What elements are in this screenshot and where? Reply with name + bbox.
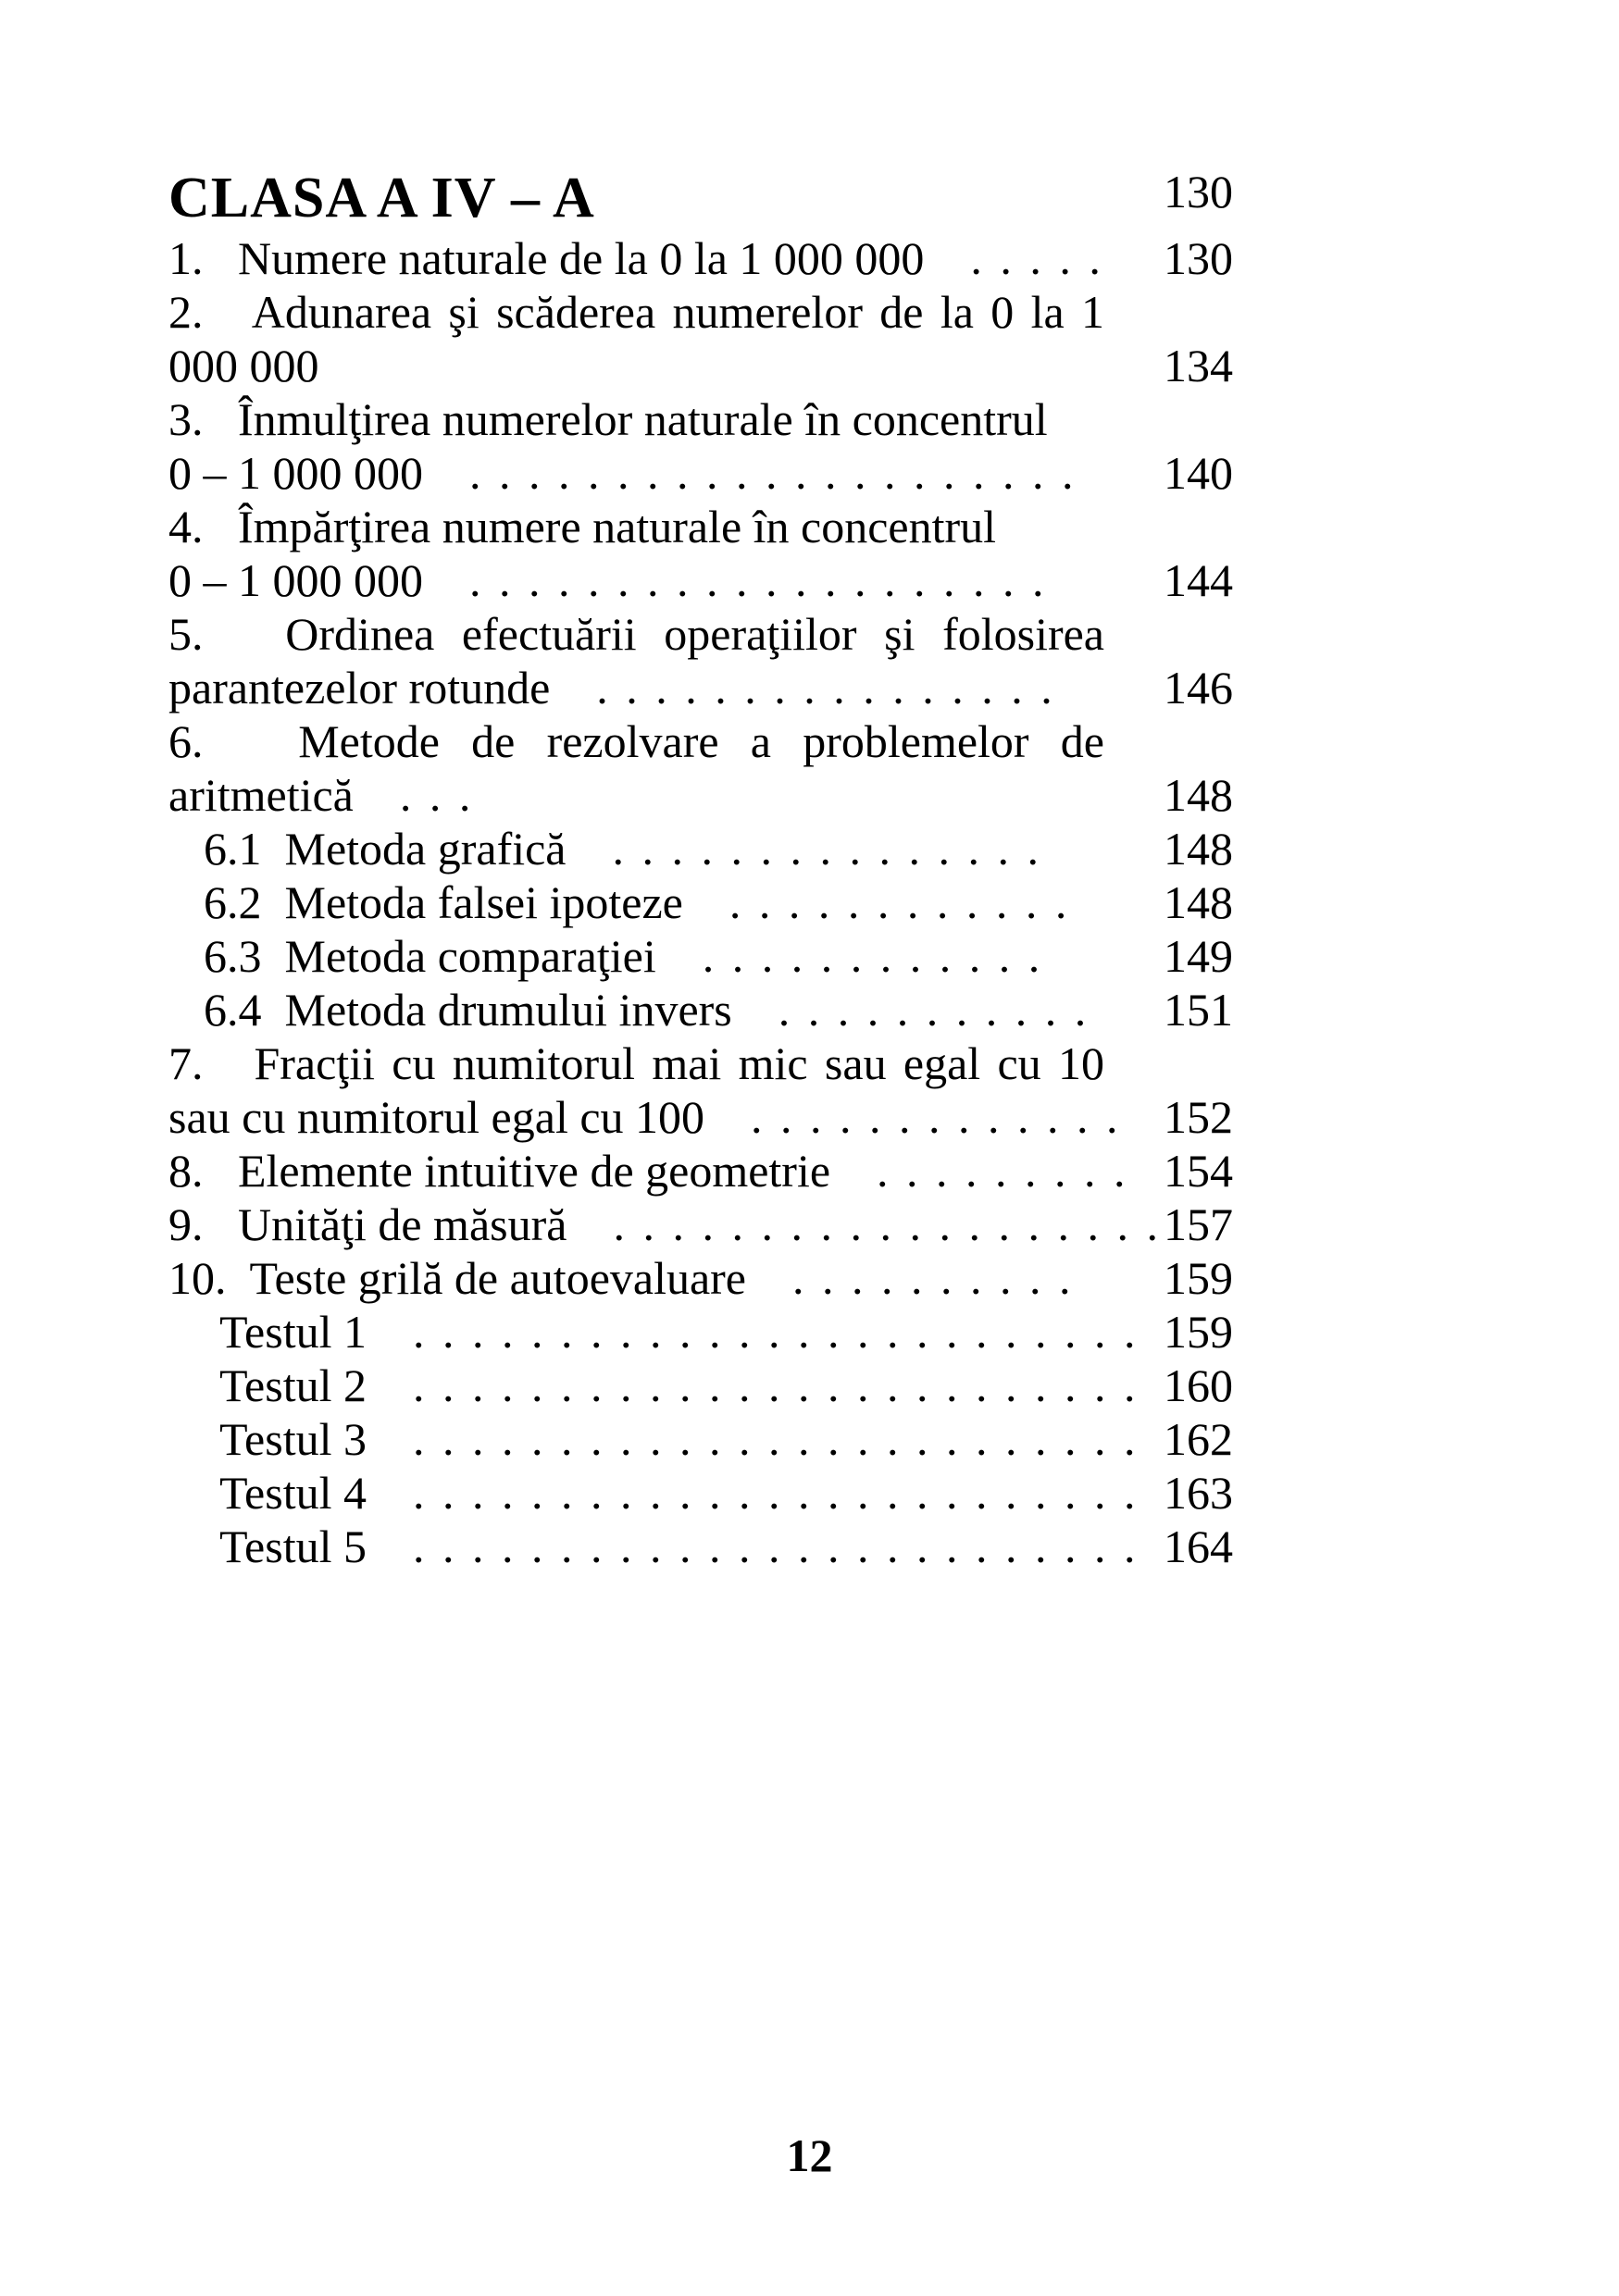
- toc-entry-text: [168, 929, 1104, 983]
- entry-page-number: 157: [1164, 1198, 1233, 1250]
- toc-entry-line: [168, 661, 1104, 714]
- toc-entry-line: [168, 392, 1104, 446]
- toc-entry: [168, 1251, 1238, 1305]
- toc-entry-line: [168, 607, 1104, 661]
- dot-leader: . . . . . . . . . . . . .: [751, 1091, 1119, 1143]
- toc-entry-line: [204, 929, 1104, 983]
- entry-page-number: 146: [1164, 662, 1233, 714]
- toc-entry-text: [168, 231, 1104, 285]
- toc-entry-line: [168, 768, 1104, 822]
- dot-leader: . . . . .: [970, 232, 1102, 284]
- dot-leader: . . . . . . . . . . . . . . .: [612, 823, 1040, 875]
- dot-leader: . . . . . . . . . . . . . . . . . . . . . . . . .: [412, 1306, 1137, 1358]
- toc-entry: [168, 1412, 1238, 1466]
- entry-page-number: 134: [1164, 340, 1233, 391]
- entry-label: 0 – 1 000 000: [168, 447, 423, 499]
- toc-entry-line: [219, 1520, 1137, 1573]
- entry-label: parantezelor rotunde: [168, 662, 551, 714]
- toc-entry-line: [168, 714, 1104, 768]
- toc-entry-line: [219, 1466, 1137, 1520]
- toc-entry: [168, 1144, 1238, 1198]
- dot-leader: . . . . . . . . .: [877, 1145, 1127, 1197]
- entry-page-number: 140: [1164, 447, 1233, 499]
- toc-entry-line: [168, 231, 1104, 285]
- toc-entry-text: [168, 1412, 1137, 1466]
- chapter-heading: CLASA A IV – A: [168, 167, 595, 230]
- entry-page-number: 148: [1164, 876, 1233, 928]
- dot-leader: . . . . . . . . . . . . . . . . . . . .: [469, 554, 1045, 606]
- entry-label: 9. Unităţi de măsură: [168, 1198, 567, 1250]
- dot-leader: . . . . . . . . . . . .: [729, 876, 1068, 928]
- entry-label: 10. Teste grilă de autoevaluare: [168, 1252, 746, 1304]
- toc-entry-line: [168, 1251, 1104, 1305]
- toc-entry-line: [168, 553, 1104, 607]
- toc-entry-line: [219, 1412, 1137, 1466]
- dot-leader: . . . . . . . . . . . . . . . . . . . . . . . . .: [412, 1359, 1137, 1411]
- entry-page-number: 160: [1164, 1359, 1233, 1411]
- entry-page-number: 144: [1164, 554, 1233, 606]
- entry-label: 8. Elemente intuitive de geometrie: [168, 1145, 831, 1197]
- toc-entry-text: [168, 714, 1104, 822]
- toc-entry-list: [168, 231, 1238, 1573]
- entry-page-number: 148: [1164, 823, 1233, 875]
- toc-entry-line: [168, 1198, 1159, 1251]
- toc-entry-text: [168, 1036, 1119, 1144]
- entry-label: 000 000: [168, 340, 319, 391]
- entry-label: sau cu numitorul egal cu 100: [168, 1091, 705, 1143]
- dot-leader: . . . . . . . . . .: [792, 1252, 1072, 1304]
- entry-page-number: 149: [1164, 930, 1233, 982]
- toc-entry-line: [204, 822, 1104, 875]
- toc-entry-text: [168, 983, 1104, 1036]
- toc-entry-line: [168, 285, 1104, 339]
- dot-leader: . . .: [399, 769, 472, 821]
- toc-entry-line: [219, 1305, 1137, 1359]
- toc-entry: [168, 285, 1238, 392]
- toc-entry-line: [168, 339, 1104, 392]
- dot-leader: . . . . . . . . . . .: [778, 984, 1088, 1036]
- toc-entry: [168, 714, 1238, 822]
- toc-entry-line: [204, 983, 1104, 1036]
- toc-entry-line: [168, 1036, 1104, 1090]
- toc-entry: [168, 231, 1238, 285]
- toc-entry-line: [219, 1359, 1137, 1412]
- entry-label: 7. Fracţii cu numitorul mai mic sau egal cu 10: [168, 1037, 1104, 1089]
- toc-entry-text: [168, 822, 1104, 875]
- toc-entry-text: [168, 500, 1104, 607]
- dot-leader: . . . . . . . . . . . . . . . . . . . . . . . . .: [412, 1467, 1137, 1519]
- entry-label: 6.1 Metoda grafică: [204, 823, 567, 875]
- dot-leader: . . . . . . . . . . . . . . . . . . .: [613, 1198, 1159, 1250]
- entry-page-number: 148: [1164, 769, 1233, 821]
- entry-page-number: 159: [1164, 1252, 1233, 1304]
- toc-entry-text: [168, 1251, 1104, 1305]
- toc-entry: [168, 875, 1238, 929]
- entry-page-number: 164: [1164, 1520, 1233, 1572]
- entry-label: 6.2 Metoda falsei ipoteze: [204, 876, 683, 928]
- entry-page-number: 154: [1164, 1145, 1233, 1197]
- toc-entry-text: [168, 1466, 1137, 1520]
- toc-entry-text: [168, 607, 1104, 714]
- entry-label: 1. Numere naturale de la 0 la 1 000 000: [168, 232, 925, 284]
- toc-entry-text: [168, 1144, 1127, 1198]
- entry-page-number: 151: [1164, 984, 1233, 1036]
- toc-entry-text: [168, 1305, 1137, 1359]
- toc-entry-line: [168, 500, 1104, 553]
- toc-entry: [168, 500, 1238, 607]
- toc-entry-text: [168, 1198, 1159, 1251]
- entry-label: 6.4 Metoda drumului invers: [204, 984, 732, 1036]
- toc-entry: [168, 392, 1238, 500]
- toc-entry: [168, 822, 1238, 875]
- toc-entry-line: [204, 875, 1104, 929]
- dot-leader: . . . . . . . . . . . .: [702, 930, 1041, 982]
- entry-label: aritmetică: [168, 769, 354, 821]
- table-of-contents: [168, 165, 1238, 1573]
- entry-label: 2. Adunarea şi scăderea numerelor de la 0 la 1: [168, 286, 1104, 338]
- folio-page-number: 12: [786, 2129, 833, 2181]
- dot-leader: . . . . . . . . . . . . . . . .: [596, 662, 1053, 714]
- toc-entry: [168, 1359, 1238, 1412]
- toc-entry: [168, 1198, 1238, 1251]
- toc-entry-text: [168, 1359, 1137, 1412]
- toc-entry: [168, 983, 1238, 1036]
- entry-page-number: 163: [1164, 1467, 1233, 1519]
- dot-leader: . . . . . . . . . . . . . . . . . . . . . . . . .: [412, 1413, 1137, 1465]
- toc-entry-text: [168, 392, 1104, 500]
- entry-page-number: 162: [1164, 1413, 1233, 1465]
- entry-page-number: 152: [1164, 1091, 1233, 1143]
- entry-label: 3. Înmulţirea numerelor naturale în concentrul: [168, 393, 1048, 445]
- toc-entry-line: [168, 1144, 1127, 1198]
- entry-label: Testul 1: [219, 1306, 367, 1358]
- toc-entry: [168, 1520, 1238, 1573]
- entry-label: 0 – 1 000 000: [168, 554, 423, 606]
- toc-entry-line: [168, 1090, 1119, 1144]
- entry-label: Testul 2: [219, 1359, 367, 1411]
- toc-entry-text: [168, 285, 1104, 392]
- toc-entry: [168, 607, 1238, 714]
- toc-entry-text: [168, 1520, 1137, 1573]
- toc-entry-text: [168, 875, 1104, 929]
- toc-entry: [168, 929, 1238, 983]
- entry-label: 6. Metode de rezolvare a problemelor de: [168, 715, 1104, 767]
- toc-entry-line: [168, 446, 1104, 500]
- entry-label: Testul 5: [219, 1520, 367, 1572]
- entry-label: 6.3 Metoda comparaţiei: [204, 930, 656, 982]
- entry-page-number: 130: [1164, 232, 1233, 284]
- entry-label: 5. Ordinea efectuării operaţiilor şi folosirea: [168, 608, 1104, 660]
- dot-leader: . . . . . . . . . . . . . . . . . . . . .: [469, 447, 1075, 499]
- dot-leader: . . . . . . . . . . . . . . . . . . . . . . . . .: [412, 1520, 1137, 1572]
- toc-heading-row: [168, 165, 1238, 231]
- toc-entry: [168, 1466, 1238, 1520]
- entry-label: Testul 3: [219, 1413, 367, 1465]
- entry-label: Testul 4: [219, 1467, 367, 1519]
- entry-label: 4. Împărţirea numere naturale în concentrul: [168, 501, 997, 552]
- toc-entry: [168, 1305, 1238, 1359]
- heading-page-number: 130: [1164, 166, 1233, 217]
- entry-page-number: 159: [1164, 1306, 1233, 1358]
- toc-entry: [168, 1036, 1238, 1144]
